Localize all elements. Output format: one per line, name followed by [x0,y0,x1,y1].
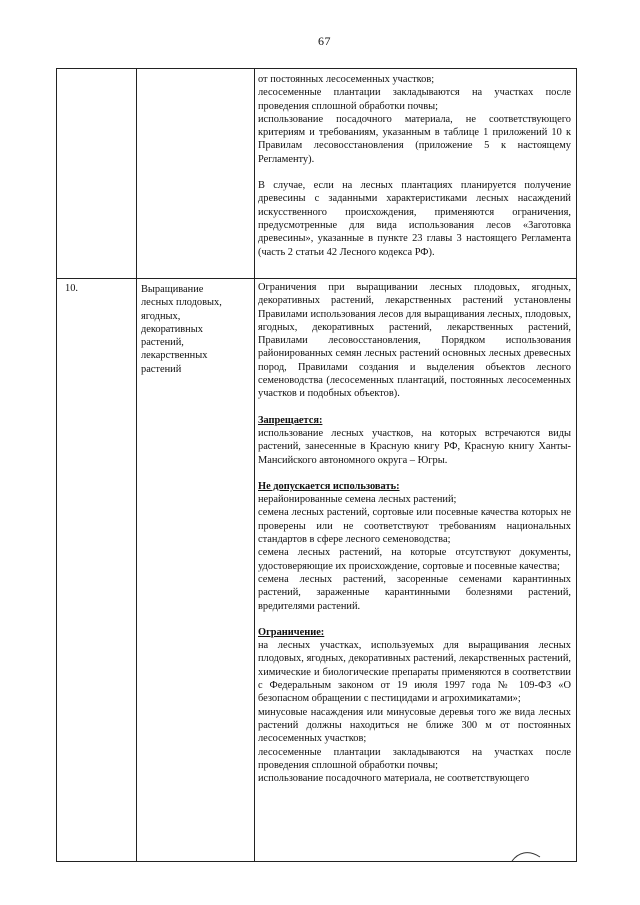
paragraph-gap [258,467,571,480]
usage-type-line: лесных плодовых, [141,297,222,309]
usage-type-line: растений [141,363,182,375]
section-heading: Запрещается: [258,414,323,426]
paragraph-gap [258,166,571,179]
paragraph: семена лесных растений, засоренные семенами карантинных растений, зараженные карантинными болезнями растений, вредителями растений. [258,573,571,612]
paragraph: использование посадочного материала, не соответствующего критериям и требованиям, указанным в таблице 1 приложений 10 к Правилам лесовосстановления (приложение 5 к настоящему Регламенту). [258,113,571,165]
paragraph: минусовые насаждения или минусовые деревья того же вида лесных растений должны находиться не ближе 300 м от постоянных лесосеменных участков; [258,706,571,745]
handwritten-mark [510,847,546,869]
paragraph: В случае, если на лесных плантациях планируется получение древесины с заданными характеристиками лесных насаждений искусственного происхождения, применяются ограничения, предусмотренные для вида использования лесов «Заготовка древесины», указанные в пункте 23 главы 3 настоящего Регламента (часть 2 статьи 42 Лесного кодекса РФ). [258,180,571,258]
section-heading: Ограничение: [258,626,325,638]
regulation-table [56,68,577,862]
section-heading: Не допускается использовать: [258,480,400,492]
paragraph: использование лесных участков, на которых встречаются виды растений, занесенные в Красную книгу РФ, Красную книгу Ханты-Мансийского автономного округа – Югры. [258,427,571,466]
paragraph: от постоянных лесосеменных участков; [258,74,435,85]
usage-type-line: декоративных [141,323,203,335]
page-number: 67 [318,34,331,48]
paragraph: семена лесных растений, сортовые или посевные качества которых не проверены или не соответствуют требованиям национальных стандартов в сфере лесного семеноводства; [258,507,571,546]
paragraph-gap [258,613,571,626]
paragraph: нерайонированные семена лесных растений; [258,494,457,506]
column-divider [136,69,137,861]
paragraph: лесосеменные плантации закладываются на участках после проведения сплошной обработки почвы; [258,87,571,112]
paragraph: на лесных участках, используемых для выращивания лесных плодовых, ягодных, декоративных растений, лекарственных растений, химические и биологические препараты применяются в соответствии с Федеральным законом от 19 июля 1997 года № 109-ФЗ «О безопасном обращении с пестицидами и агрохимикатами»; [258,640,571,705]
row-divider [57,278,576,279]
usage-type-line: лекарственных [141,350,208,362]
column-divider [254,69,255,861]
paragraph: Ограничения при выращивании лесных плодовых, ягодных, декоративных растений, лекарственных растений установлены Правилами использования лесов для выращивания лесных, плодовых, ягодных, декоративных растений, лекарственных растений, Правилами лесовосстановления, Порядком использования районированных семян лесных растений основных лесных древесных пород, Правилами создания и выделения объектов лесного семеноводства (лесосеменных плантаций, постоянных лесосеменных участков и подобных объектов). [258,282,571,400]
requirements-cell [258,73,571,259]
usage-type-line: растений, [141,337,184,349]
requirements-cell [258,281,571,785]
usage-type-line: Выращивание [141,284,204,295]
usage-type-line: ягодных, [141,310,181,322]
usage-type-cell [141,283,251,376]
paragraph: использование посадочного материала, не соответствующего [258,773,530,785]
paragraph-gap [258,401,571,414]
paragraph: семена лесных растений, на которые отсутствуют документы, удостоверяющие их происхождение, сортовые и посевные качества; [258,547,571,572]
paragraph: лесосеменные плантации закладываются на участках после проведения сплошной обработки почвы; [258,746,571,771]
row-number: 10. [65,283,78,294]
